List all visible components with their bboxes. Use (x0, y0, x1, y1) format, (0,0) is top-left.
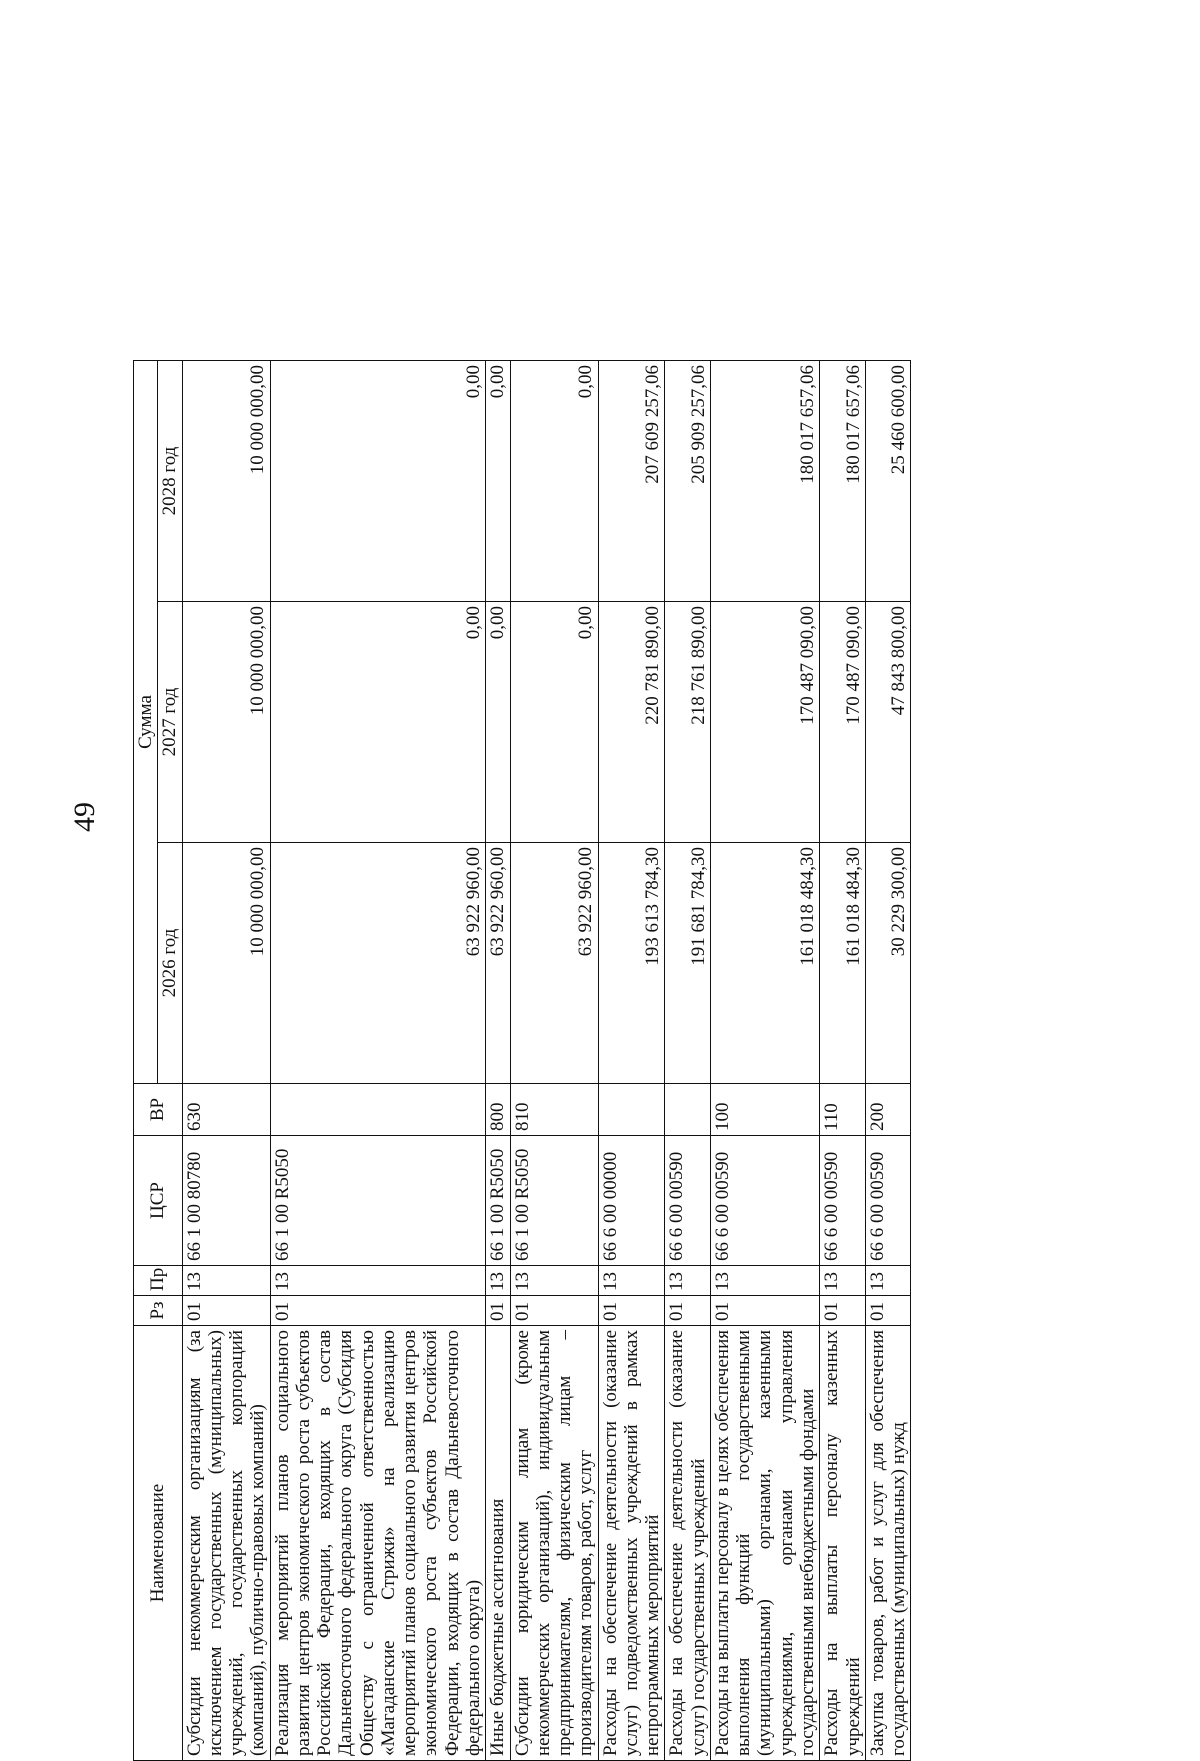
table-row (665, 361, 711, 1761)
table-row (710, 361, 819, 1761)
row-2027: 0,00 (486, 602, 510, 843)
row-rz: 01 (665, 1296, 711, 1326)
row-csr: 66 1 00 R5050 (270, 1136, 486, 1266)
row-pr: 13 (182, 1266, 270, 1296)
row-2026: 193 613 784,30 (598, 843, 665, 1084)
row-vr (598, 1084, 665, 1136)
row-pr: 13 (820, 1266, 866, 1296)
row-vr: 100 (710, 1084, 819, 1136)
budget-table-container (133, 361, 1013, 1761)
row-2028: 0,00 (510, 361, 598, 602)
budget-table (133, 360, 911, 1761)
row-csr: 66 6 00 00590 (865, 1136, 911, 1266)
header-row-1 (134, 361, 158, 1761)
header-2026: 2026 год (158, 843, 182, 1084)
row-2028: 10 000 000,00 (182, 361, 270, 602)
row-rz: 01 (182, 1296, 270, 1326)
row-vr (665, 1084, 711, 1136)
row-name: Иные бюджетные ассигнования (486, 1326, 510, 1761)
row-2028: 180 017 657,06 (710, 361, 819, 602)
row-csr: 66 1 00 R5050 (486, 1136, 510, 1266)
header-pr: Пр (134, 1266, 183, 1296)
row-2027: 47 843 800,00 (865, 602, 911, 843)
row-2027: 170 487 090,00 (710, 602, 819, 843)
page-number: 49 (68, 802, 101, 832)
row-csr: 66 1 00 80780 (182, 1136, 270, 1266)
table-row (182, 361, 270, 1761)
header-csr: ЦСР (134, 1136, 183, 1266)
row-csr: 66 6 00 00590 (710, 1136, 819, 1266)
row-2026: 30 229 300,00 (865, 843, 911, 1084)
table-row (270, 361, 486, 1761)
row-2027: 220 781 890,00 (598, 602, 665, 843)
table-row (865, 361, 911, 1761)
table-row (820, 361, 866, 1761)
row-2027: 0,00 (270, 602, 486, 843)
row-vr: 200 (865, 1084, 911, 1136)
row-2026: 63 922 960,00 (510, 843, 598, 1084)
row-name: Расходы на выплаты персоналу в целях обеспечения выполнения функций государственными (муниципальными) органами, казенными учреждениями, органами управления государственными внебюджетными фондами (710, 1326, 819, 1761)
row-2027: 10 000 000,00 (182, 602, 270, 843)
row-2028: 205 909 257,06 (665, 361, 711, 602)
row-2026: 161 018 484,30 (710, 843, 819, 1084)
table-row (598, 361, 665, 1761)
row-rz: 01 (486, 1296, 510, 1326)
row-2026: 10 000 000,00 (182, 843, 270, 1084)
row-name: Расходы на выплаты персоналу казенных учреждений (820, 1326, 866, 1761)
row-name: Реализация мероприятий планов социального развития центров экономического роста субъектов Российской Федерации, входящих в состав Дальневосточного федерального округа (Субсидия Обществу с ограниченной ответственностью «Магаданские Стрижи» на реализацию мероприятий планов социального развития центров экономического роста субъектов Российской Федерации, входящих в состав Дальневосточного федерального округа) (270, 1326, 486, 1761)
header-2027: 2027 год (158, 602, 182, 843)
row-2028: 0,00 (270, 361, 486, 602)
row-pr: 13 (710, 1266, 819, 1296)
row-csr: 66 6 00 00590 (820, 1136, 866, 1266)
row-vr: 800 (486, 1084, 510, 1136)
header-sum: Сумма (134, 361, 158, 1084)
table-row (486, 361, 510, 1761)
row-name: Расходы на обеспечение деятельности (оказание услуг) подведомственных учреждений в рамках непрограммных мероприятий (598, 1326, 665, 1761)
row-pr: 13 (486, 1266, 510, 1296)
row-2027: 0,00 (510, 602, 598, 843)
row-pr: 13 (270, 1266, 486, 1296)
row-name: Закупка товаров, работ и услуг для обеспечения государственных (муниципальных) нужд (865, 1326, 911, 1761)
row-vr (270, 1084, 486, 1136)
table-row (510, 361, 598, 1761)
row-pr: 13 (598, 1266, 665, 1296)
row-rz: 01 (865, 1296, 911, 1326)
row-2028: 207 609 257,06 (598, 361, 665, 602)
row-2028: 25 460 600,00 (865, 361, 911, 602)
row-2026: 161 018 484,30 (820, 843, 866, 1084)
row-2026: 191 681 784,30 (665, 843, 711, 1084)
row-rz: 01 (820, 1296, 866, 1326)
row-rz: 01 (270, 1296, 486, 1326)
row-name: Субсидии юридическим лицам (кроме некоммерческих организаций), индивидуальным предпринимателям, физическим лицам – производителям товаров, работ, услуг (510, 1326, 598, 1761)
table-body (182, 361, 911, 1761)
row-2027: 170 487 090,00 (820, 602, 866, 843)
header-name: Наименование (134, 1326, 183, 1761)
row-name: Расходы на обеспечение деятельности (оказание услуг) государственных учреждений (665, 1326, 711, 1761)
row-rz: 01 (598, 1296, 665, 1326)
row-2027: 218 761 890,00 (665, 602, 711, 843)
row-rz: 01 (510, 1296, 598, 1326)
header-rz: Рз (134, 1296, 183, 1326)
row-rz: 01 (710, 1296, 819, 1326)
header-2028: 2028 год (158, 361, 182, 602)
row-2026: 63 922 960,00 (270, 843, 486, 1084)
header-vr: ВР (134, 1084, 183, 1136)
row-csr: 66 1 00 R5050 (510, 1136, 598, 1266)
row-name: Субсидии некоммерческим организациям (за исключением государственных (муниципальных) учреждений, государственных корпораций (компаний), публично-правовых компаний) (182, 1326, 270, 1761)
row-2026: 63 922 960,00 (486, 843, 510, 1084)
row-vr: 810 (510, 1084, 598, 1136)
row-vr: 630 (182, 1084, 270, 1136)
row-pr: 13 (665, 1266, 711, 1296)
row-2028: 0,00 (486, 361, 510, 602)
row-2028: 180 017 657,06 (820, 361, 866, 602)
row-csr: 66 6 00 00590 (665, 1136, 711, 1266)
row-pr: 13 (865, 1266, 911, 1296)
row-csr: 66 6 00 00000 (598, 1136, 665, 1266)
row-pr: 13 (510, 1266, 598, 1296)
row-vr: 110 (820, 1084, 866, 1136)
